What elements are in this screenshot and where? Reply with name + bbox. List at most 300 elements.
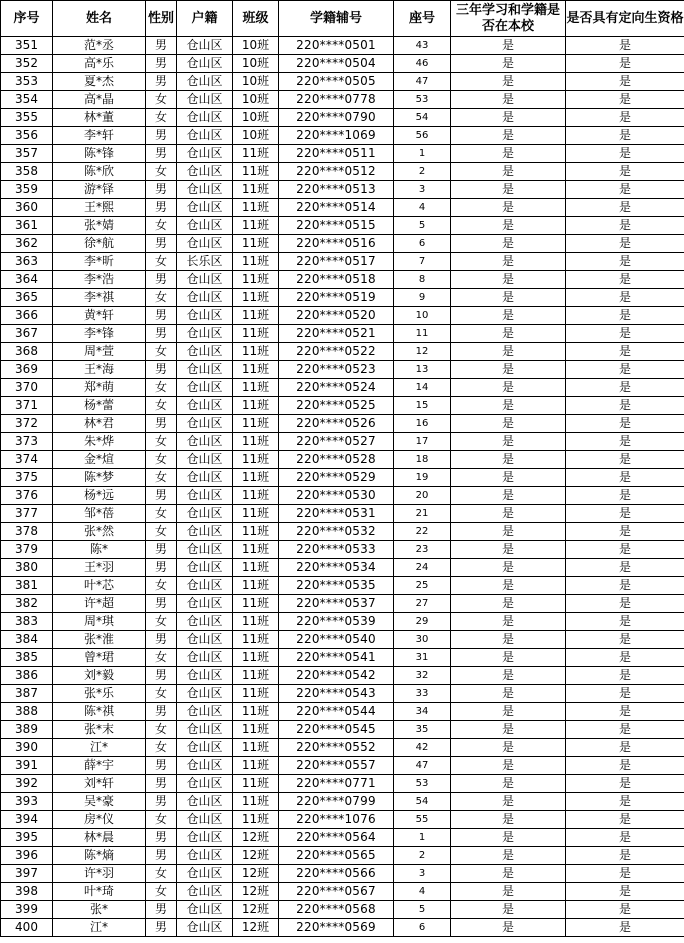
three-year-cell: 是	[451, 793, 566, 811]
gender-cell: 男	[146, 415, 177, 433]
hukou-cell: 仓山区	[177, 217, 233, 235]
seq-cell: 372	[1, 415, 53, 433]
three-year-cell: 是	[451, 649, 566, 667]
table-row	[1, 127, 684, 145]
name-cell: 周*萱	[53, 343, 146, 361]
seat-cell: 7	[394, 253, 451, 271]
name-cell: 周*琪	[53, 613, 146, 631]
class-cell: 11班	[233, 325, 279, 343]
hukou-cell: 仓山区	[177, 793, 233, 811]
directed-cell: 是	[566, 289, 684, 307]
gender-cell: 男	[146, 793, 177, 811]
table-row	[1, 901, 684, 919]
gender-cell: 男	[146, 541, 177, 559]
class-cell: 11班	[233, 271, 279, 289]
seat-cell: 53	[394, 91, 451, 109]
header-gender: 性别	[146, 1, 177, 37]
class-cell: 11班	[233, 415, 279, 433]
name-cell: 高*乐	[53, 55, 146, 73]
gender-cell: 女	[146, 505, 177, 523]
name-cell: 江*	[53, 919, 146, 937]
seq-cell: 390	[1, 739, 53, 757]
seat-cell: 47	[394, 757, 451, 775]
three-year-cell: 是	[451, 595, 566, 613]
student-no-cell: 220****0545	[279, 721, 394, 739]
name-cell: 张*	[53, 901, 146, 919]
three-year-cell: 是	[451, 199, 566, 217]
table-row	[1, 703, 684, 721]
name-cell: 陈*	[53, 541, 146, 559]
gender-cell: 男	[146, 199, 177, 217]
name-cell: 黄*轩	[53, 307, 146, 325]
seq-cell: 357	[1, 145, 53, 163]
hukou-cell: 仓山区	[177, 91, 233, 109]
seq-cell: 373	[1, 433, 53, 451]
table-row	[1, 163, 684, 181]
seat-cell: 6	[394, 919, 451, 937]
directed-cell: 是	[566, 595, 684, 613]
table-row	[1, 217, 684, 235]
three-year-cell: 是	[451, 37, 566, 55]
seq-cell: 360	[1, 199, 53, 217]
student-no-cell: 220****0517	[279, 253, 394, 271]
three-year-cell: 是	[451, 217, 566, 235]
header-seat: 座号	[394, 1, 451, 37]
class-cell: 12班	[233, 883, 279, 901]
directed-cell: 是	[566, 865, 684, 883]
three-year-cell: 是	[451, 505, 566, 523]
gender-cell: 男	[146, 487, 177, 505]
table-row	[1, 883, 684, 901]
hukou-cell: 仓山区	[177, 541, 233, 559]
student-no-cell: 220****0569	[279, 919, 394, 937]
seat-cell: 4	[394, 883, 451, 901]
class-cell: 12班	[233, 865, 279, 883]
seat-cell: 3	[394, 865, 451, 883]
student-no-cell: 220****0521	[279, 325, 394, 343]
student-no-cell: 220****0543	[279, 685, 394, 703]
student-no-cell: 220****0534	[279, 559, 394, 577]
hukou-cell: 仓山区	[177, 127, 233, 145]
table-row	[1, 577, 684, 595]
seq-cell: 363	[1, 253, 53, 271]
gender-cell: 女	[146, 109, 177, 127]
three-year-cell: 是	[451, 883, 566, 901]
seq-cell: 367	[1, 325, 53, 343]
name-cell: 朱*烨	[53, 433, 146, 451]
hukou-cell: 仓山区	[177, 325, 233, 343]
name-cell: 王*海	[53, 361, 146, 379]
class-cell: 11班	[233, 217, 279, 235]
directed-cell: 是	[566, 235, 684, 253]
hukou-cell: 仓山区	[177, 883, 233, 901]
seq-cell: 353	[1, 73, 53, 91]
directed-cell: 是	[566, 883, 684, 901]
class-cell: 10班	[233, 109, 279, 127]
directed-cell: 是	[566, 253, 684, 271]
gender-cell: 女	[146, 433, 177, 451]
table-row	[1, 847, 684, 865]
class-cell: 11班	[233, 361, 279, 379]
gender-cell: 男	[146, 703, 177, 721]
class-cell: 11班	[233, 649, 279, 667]
directed-cell: 是	[566, 775, 684, 793]
class-cell: 12班	[233, 901, 279, 919]
directed-cell: 是	[566, 199, 684, 217]
hukou-cell: 仓山区	[177, 379, 233, 397]
seat-cell: 4	[394, 199, 451, 217]
table-row	[1, 325, 684, 343]
header-name: 姓名	[53, 1, 146, 37]
gender-cell: 女	[146, 397, 177, 415]
class-cell: 10班	[233, 127, 279, 145]
directed-cell: 是	[566, 613, 684, 631]
class-cell: 11班	[233, 199, 279, 217]
seq-cell: 374	[1, 451, 53, 469]
gender-cell: 男	[146, 127, 177, 145]
table-row	[1, 73, 684, 91]
three-year-cell: 是	[451, 397, 566, 415]
gender-cell: 男	[146, 361, 177, 379]
name-cell: 陈*梦	[53, 469, 146, 487]
seat-cell: 43	[394, 37, 451, 55]
directed-cell: 是	[566, 505, 684, 523]
gender-cell: 女	[146, 379, 177, 397]
directed-cell: 是	[566, 271, 684, 289]
seq-cell: 393	[1, 793, 53, 811]
class-cell: 11班	[233, 343, 279, 361]
name-cell: 叶*芯	[53, 577, 146, 595]
table-row	[1, 757, 684, 775]
gender-cell: 男	[146, 325, 177, 343]
seat-cell: 35	[394, 721, 451, 739]
class-cell: 11班	[233, 559, 279, 577]
name-cell: 陈*欣	[53, 163, 146, 181]
student-no-cell: 220****0567	[279, 883, 394, 901]
student-no-cell: 220****0520	[279, 307, 394, 325]
name-cell: 高*晶	[53, 91, 146, 109]
student-no-cell: 220****0552	[279, 739, 394, 757]
seq-cell: 387	[1, 685, 53, 703]
name-cell: 叶*琦	[53, 883, 146, 901]
gender-cell: 女	[146, 721, 177, 739]
table-row	[1, 919, 684, 937]
three-year-cell: 是	[451, 811, 566, 829]
seat-cell: 20	[394, 487, 451, 505]
class-cell: 11班	[233, 433, 279, 451]
gender-cell: 男	[146, 667, 177, 685]
three-year-cell: 是	[451, 271, 566, 289]
gender-cell: 女	[146, 613, 177, 631]
student-no-cell: 220****0539	[279, 613, 394, 631]
seat-cell: 11	[394, 325, 451, 343]
table-row	[1, 739, 684, 757]
three-year-cell: 是	[451, 163, 566, 181]
table-row	[1, 415, 684, 433]
directed-cell: 是	[566, 811, 684, 829]
directed-cell: 是	[566, 757, 684, 775]
hukou-cell: 仓山区	[177, 433, 233, 451]
header-three-year: 三年学习和学籍是否在本校	[451, 1, 566, 37]
table-row	[1, 361, 684, 379]
gender-cell: 男	[146, 55, 177, 73]
name-cell: 江*	[53, 739, 146, 757]
table-row	[1, 145, 684, 163]
three-year-cell: 是	[451, 613, 566, 631]
hukou-cell: 仓山区	[177, 721, 233, 739]
three-year-cell: 是	[451, 307, 566, 325]
seat-cell: 30	[394, 631, 451, 649]
name-cell: 刘*毅	[53, 667, 146, 685]
table-row	[1, 289, 684, 307]
seat-cell: 12	[394, 343, 451, 361]
hukou-cell: 仓山区	[177, 811, 233, 829]
student-no-cell: 220****0501	[279, 37, 394, 55]
name-cell: 杨*蕾	[53, 397, 146, 415]
name-cell: 张*乐	[53, 685, 146, 703]
student-no-cell: 220****0523	[279, 361, 394, 379]
directed-cell: 是	[566, 451, 684, 469]
directed-cell: 是	[566, 109, 684, 127]
seat-cell: 47	[394, 73, 451, 91]
table-row	[1, 235, 684, 253]
seat-cell: 14	[394, 379, 451, 397]
hukou-cell: 仓山区	[177, 55, 233, 73]
three-year-cell: 是	[451, 379, 566, 397]
name-cell: 李*锋	[53, 325, 146, 343]
gender-cell: 女	[146, 685, 177, 703]
student-no-cell: 220****0541	[279, 649, 394, 667]
seq-cell: 375	[1, 469, 53, 487]
table-row	[1, 307, 684, 325]
table-row	[1, 37, 684, 55]
seq-cell: 379	[1, 541, 53, 559]
student-no-cell: 220****0526	[279, 415, 394, 433]
hukou-cell: 仓山区	[177, 577, 233, 595]
hukou-cell: 仓山区	[177, 901, 233, 919]
directed-cell: 是	[566, 577, 684, 595]
student-no-cell: 220****0535	[279, 577, 394, 595]
directed-cell: 是	[566, 469, 684, 487]
table-row	[1, 271, 684, 289]
directed-cell: 是	[566, 397, 684, 415]
gender-cell: 男	[146, 631, 177, 649]
three-year-cell: 是	[451, 541, 566, 559]
name-cell: 许*超	[53, 595, 146, 613]
gender-cell: 女	[146, 253, 177, 271]
seq-cell: 356	[1, 127, 53, 145]
class-cell: 11班	[233, 739, 279, 757]
directed-cell: 是	[566, 343, 684, 361]
directed-cell: 是	[566, 721, 684, 739]
table-row	[1, 379, 684, 397]
directed-cell: 是	[566, 217, 684, 235]
class-cell: 11班	[233, 397, 279, 415]
student-no-cell: 220****0564	[279, 829, 394, 847]
table-row	[1, 541, 684, 559]
gender-cell: 男	[146, 775, 177, 793]
student-no-cell: 220****0542	[279, 667, 394, 685]
hukou-cell: 仓山区	[177, 667, 233, 685]
seat-cell: 16	[394, 415, 451, 433]
student-no-cell: 220****0514	[279, 199, 394, 217]
table-row	[1, 199, 684, 217]
gender-cell: 女	[146, 91, 177, 109]
three-year-cell: 是	[451, 577, 566, 595]
student-no-cell: 220****0778	[279, 91, 394, 109]
student-no-cell: 220****0518	[279, 271, 394, 289]
student-no-cell: 220****0771	[279, 775, 394, 793]
class-cell: 11班	[233, 721, 279, 739]
gender-cell: 男	[146, 37, 177, 55]
seat-cell: 2	[394, 163, 451, 181]
seat-cell: 27	[394, 595, 451, 613]
table-row	[1, 469, 684, 487]
three-year-cell: 是	[451, 145, 566, 163]
class-cell: 11班	[233, 667, 279, 685]
student-no-cell: 220****0557	[279, 757, 394, 775]
name-cell: 李*昕	[53, 253, 146, 271]
student-no-cell: 220****1076	[279, 811, 394, 829]
seat-cell: 13	[394, 361, 451, 379]
table-row	[1, 433, 684, 451]
seat-cell: 18	[394, 451, 451, 469]
student-no-cell: 220****0527	[279, 433, 394, 451]
table-body	[1, 37, 684, 937]
gender-cell: 女	[146, 865, 177, 883]
class-cell: 11班	[233, 703, 279, 721]
hukou-cell: 仓山区	[177, 487, 233, 505]
student-no-cell: 220****0529	[279, 469, 394, 487]
gender-cell: 女	[146, 739, 177, 757]
table-row	[1, 721, 684, 739]
seq-cell: 361	[1, 217, 53, 235]
class-cell: 11班	[233, 163, 279, 181]
table-row	[1, 865, 684, 883]
seat-cell: 24	[394, 559, 451, 577]
name-cell: 林*董	[53, 109, 146, 127]
student-no-cell: 220****1069	[279, 127, 394, 145]
seq-cell: 395	[1, 829, 53, 847]
table-row	[1, 649, 684, 667]
seat-cell: 33	[394, 685, 451, 703]
three-year-cell: 是	[451, 325, 566, 343]
three-year-cell: 是	[451, 343, 566, 361]
class-cell: 12班	[233, 919, 279, 937]
name-cell: 陈*锋	[53, 145, 146, 163]
three-year-cell: 是	[451, 631, 566, 649]
hukou-cell: 仓山区	[177, 451, 233, 469]
seat-cell: 54	[394, 109, 451, 127]
table-row	[1, 451, 684, 469]
three-year-cell: 是	[451, 289, 566, 307]
three-year-cell: 是	[451, 433, 566, 451]
student-no-cell: 220****0504	[279, 55, 394, 73]
class-cell: 11班	[233, 145, 279, 163]
directed-cell: 是	[566, 163, 684, 181]
table-row	[1, 505, 684, 523]
student-no-cell: 220****0799	[279, 793, 394, 811]
class-cell: 11班	[233, 775, 279, 793]
seq-cell: 365	[1, 289, 53, 307]
header-row	[1, 1, 684, 37]
seat-cell: 1	[394, 829, 451, 847]
seq-cell: 371	[1, 397, 53, 415]
class-cell: 10班	[233, 55, 279, 73]
hukou-cell: 仓山区	[177, 847, 233, 865]
student-no-cell: 220****0519	[279, 289, 394, 307]
class-cell: 11班	[233, 757, 279, 775]
seat-cell: 32	[394, 667, 451, 685]
class-cell: 11班	[233, 613, 279, 631]
student-no-cell: 220****0532	[279, 523, 394, 541]
class-cell: 11班	[233, 307, 279, 325]
directed-cell: 是	[566, 91, 684, 109]
student-no-cell: 220****0568	[279, 901, 394, 919]
three-year-cell: 是	[451, 235, 566, 253]
three-year-cell: 是	[451, 109, 566, 127]
seat-cell: 56	[394, 127, 451, 145]
gender-cell: 男	[146, 145, 177, 163]
student-no-cell: 220****0531	[279, 505, 394, 523]
student-no-cell: 220****0790	[279, 109, 394, 127]
class-cell: 11班	[233, 235, 279, 253]
seat-cell: 1	[394, 145, 451, 163]
seq-cell: 386	[1, 667, 53, 685]
seq-cell: 383	[1, 613, 53, 631]
name-cell: 房*仪	[53, 811, 146, 829]
table-row	[1, 613, 684, 631]
hukou-cell: 仓山区	[177, 523, 233, 541]
student-no-cell: 220****0533	[279, 541, 394, 559]
seq-cell: 368	[1, 343, 53, 361]
table-row	[1, 775, 684, 793]
class-cell: 11班	[233, 253, 279, 271]
gender-cell: 男	[146, 271, 177, 289]
seq-cell: 378	[1, 523, 53, 541]
gender-cell: 女	[146, 451, 177, 469]
hukou-cell: 仓山区	[177, 289, 233, 307]
directed-cell: 是	[566, 523, 684, 541]
seq-cell: 384	[1, 631, 53, 649]
directed-cell: 是	[566, 649, 684, 667]
student-no-cell: 220****0524	[279, 379, 394, 397]
table-row	[1, 253, 684, 271]
gender-cell: 女	[146, 649, 177, 667]
name-cell: 曾*珺	[53, 649, 146, 667]
gender-cell: 女	[146, 163, 177, 181]
three-year-cell: 是	[451, 451, 566, 469]
table-row	[1, 829, 684, 847]
seq-cell: 376	[1, 487, 53, 505]
gender-cell: 女	[146, 289, 177, 307]
three-year-cell: 是	[451, 703, 566, 721]
student-no-cell: 220****0515	[279, 217, 394, 235]
gender-cell: 女	[146, 577, 177, 595]
student-no-cell: 220****0522	[279, 343, 394, 361]
class-cell: 12班	[233, 829, 279, 847]
seat-cell: 23	[394, 541, 451, 559]
directed-cell: 是	[566, 559, 684, 577]
class-cell: 12班	[233, 847, 279, 865]
table-row	[1, 523, 684, 541]
hukou-cell: 仓山区	[177, 235, 233, 253]
directed-cell: 是	[566, 541, 684, 559]
student-no-cell: 220****0565	[279, 847, 394, 865]
hukou-cell: 仓山区	[177, 397, 233, 415]
three-year-cell: 是	[451, 55, 566, 73]
hukou-cell: 仓山区	[177, 163, 233, 181]
